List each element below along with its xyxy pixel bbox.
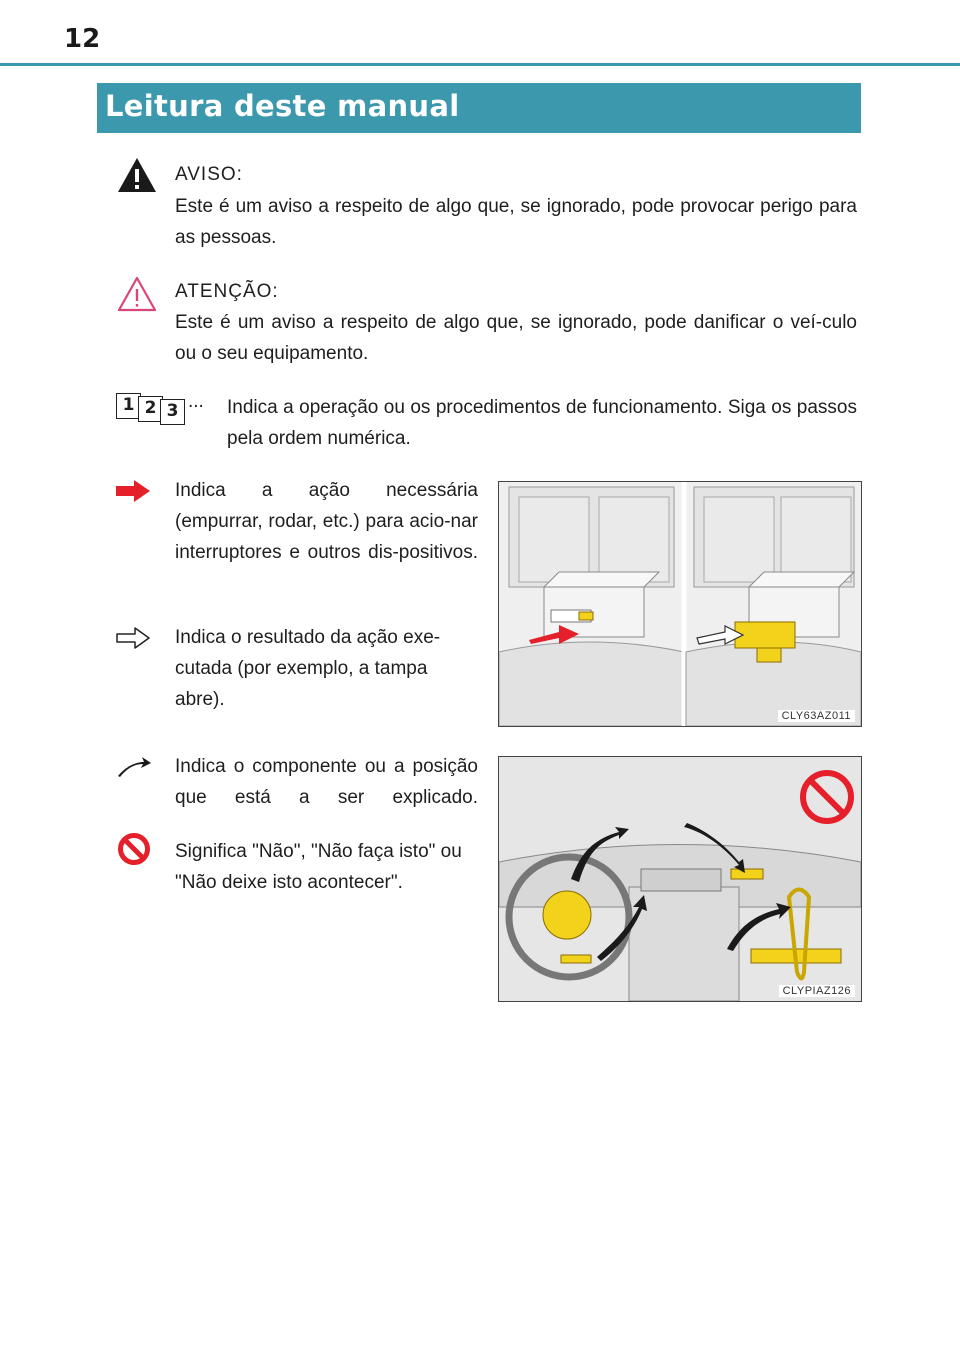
action-arrow-text-content: Indica a ação necessária (empurrar, rodar, etc.) para acio-nar interruptores e outros dis-positivos. (175, 480, 478, 563)
step-dots: ... (188, 391, 204, 412)
warning-heading: AVISO: (175, 164, 243, 185)
figure1-code: CLY63AZ011 (778, 710, 855, 722)
result-arrow-icon (116, 627, 150, 649)
caution-heading: ATENÇÃO: (175, 281, 279, 302)
armrest-illustration (498, 481, 862, 727)
component-arrow-text-content: Indica o componente ou a posição que está a ser explicado. (175, 756, 478, 808)
prohibition-text: Significa "Não", "Não faça isto" ou "Não deixe isto acontecer". (175, 841, 462, 893)
step-numbers-icon (116, 393, 186, 423)
caution-triangle-icon (116, 275, 158, 313)
step-number: 1 (116, 393, 141, 419)
warning-body: Este é um aviso a respeito de algo que, se ignorado, pode provocar perigo para as pessoas. (175, 196, 857, 248)
action-arrow-text (175, 475, 478, 568)
action-arrow-icon (116, 480, 150, 502)
component-arrow-icon (116, 756, 152, 778)
result-arrow-text: Indica o resultado da ação exe-cutada (por exemplo, a tampa abre). (175, 627, 441, 710)
section-title: Leitura deste manual (97, 83, 861, 133)
step-number: 3 (160, 399, 185, 425)
component-arrow-text (175, 751, 478, 813)
step-number: 2 (138, 396, 163, 422)
header-rule (0, 63, 960, 66)
figure2-code: CLYPIAZ126 (779, 985, 855, 997)
caution-body: Este é um aviso a respeito de algo que, se ignorado, pode danificar o veí-culo ou o seu equipamento. (175, 312, 857, 364)
armrest-drawing (499, 482, 861, 726)
page-number: 12 (64, 24, 101, 54)
prohibition-icon (117, 832, 151, 866)
dashboard-drawing (499, 757, 861, 1001)
warning-triangle-icon (116, 156, 158, 194)
dashboard-illustration (498, 756, 862, 1002)
steps-description: Indica a operação ou os procedimentos de funcionamento. Siga os passos pela ordem numérica. (227, 397, 857, 449)
